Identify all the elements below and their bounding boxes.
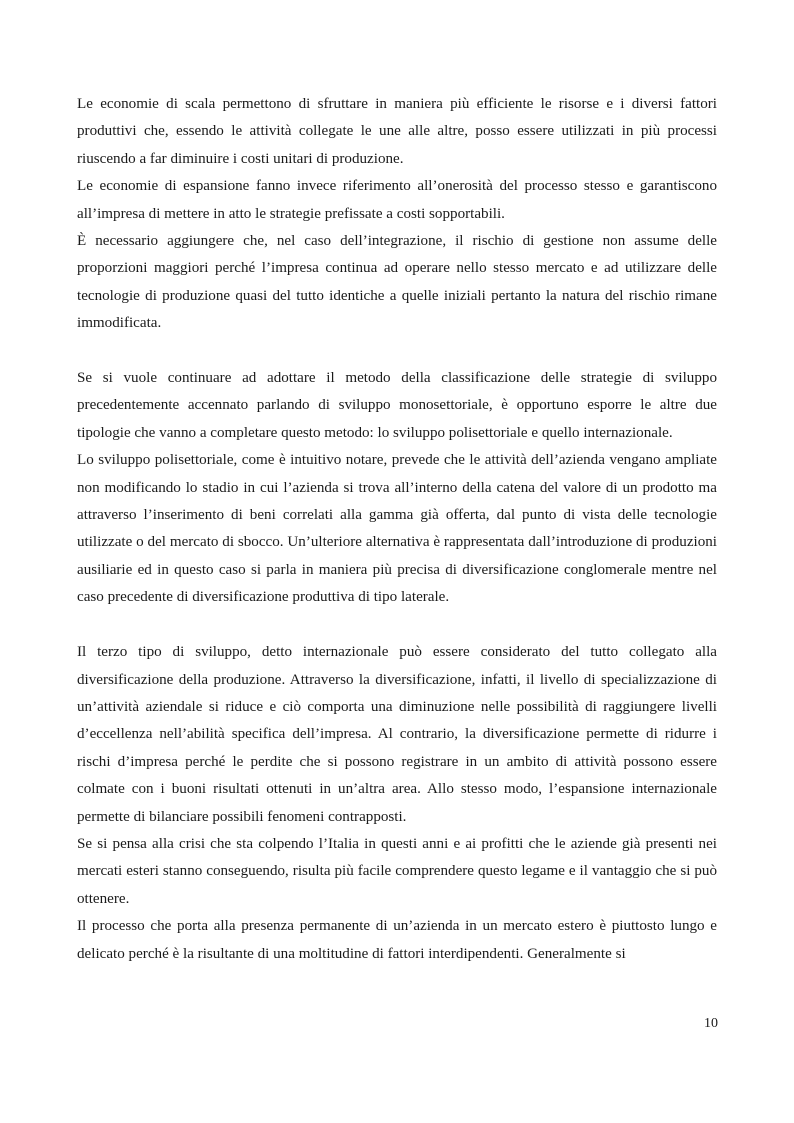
paragraph: Il terzo tipo di sviluppo, detto internazionale può essere considerato del tutto collegato alla diversificazione della produzione. Attraverso la diversificazione, infatti, il livello di specializzazione di un’attività aziendale si riduce e ciò comporta una diminuzione nelle possibilità di raggiungere livelli d’eccellenza nell’abilità specifica dell’impresa. Al contrario, la diversificazione permette di ridurre i rischi d’impresa perché le perdite che si possono registrare in un ambito di attività possono essere colmate con i buoni risultati ottenuti in un’altra area. Allo stesso modo, l’espansione internazionale permette di bilanciare possibili fenomeni contrapposti. — [77, 644, 717, 825]
page-number: 10 — [704, 1016, 718, 1031]
paragraph: Le economie di scala permettono di sfruttare in maniera più efficiente le risorse e i diversi fattori produttivi che, essendo le attività collegate le une alle altre, posso essere utilizzati in più processi riuscendo a far diminuire i costi unitari di produzione. — [77, 96, 717, 167]
paragraph: Lo sviluppo polisettoriale, come è intuitivo notare, prevede che le attività dell’azienda vengano ampliate non modificando lo stadio in cui l’azienda si trova all’interno della catena del valore di un prodotto ma attraverso l’inserimento di beni correlati alla gamma già offerta, dal punto di vista delle tecnologie utilizzate o del mercato di sbocco. Un’ulteriore alternativa è rappresentata dall’introduzione di produzioni ausiliarie ed in questo caso si parla in maniera più precisa di diversificazione conglomerale mentre nel caso precedente di diversificazione produttiva di tipo laterale. — [77, 452, 717, 606]
body-text — [77, 91, 717, 968]
paragraph: Il processo che porta alla presenza permanente di un’azienda in un mercato estero è piuttosto lungo e delicato perché è la risultante di una moltitudine di fattori interdipendenti. Generalmente si — [77, 918, 717, 962]
paragraph: È necessario aggiungere che, nel caso dell’integrazione, il rischio di gestione non assume delle proporzioni maggiori perché l’impresa continua ad operare nello stesso mercato e ad utilizzare delle tecnologie di produzione quasi del tutto identiche a quelle iniziali pertanto la natura del rischio rimane immodificata. — [77, 233, 717, 332]
paragraph: Se si pensa alla crisi che sta colpendo l’Italia in questi anni e ai profitti che le aziende già presenti nei mercati esteri stanno conseguendo, risulta più facile comprendere questo legame e il vantaggio che si può ottenere. — [77, 835, 717, 907]
paragraph: Le economie di espansione fanno invece riferimento all’onerosità del processo stesso e garantiscono all’impresa di mettere in atto le strategie prefissate a costi sopportabili. — [77, 178, 717, 222]
paragraph: Se si vuole continuare ad adottare il metodo della classificazione delle strategie di sviluppo precedentemente accennato parlando di sviluppo monosettoriale, è opportuno esporre le altre due tipologie che vanno a completare questo metodo: lo sviluppo polisettoriale e quello internazionale. — [77, 370, 717, 441]
